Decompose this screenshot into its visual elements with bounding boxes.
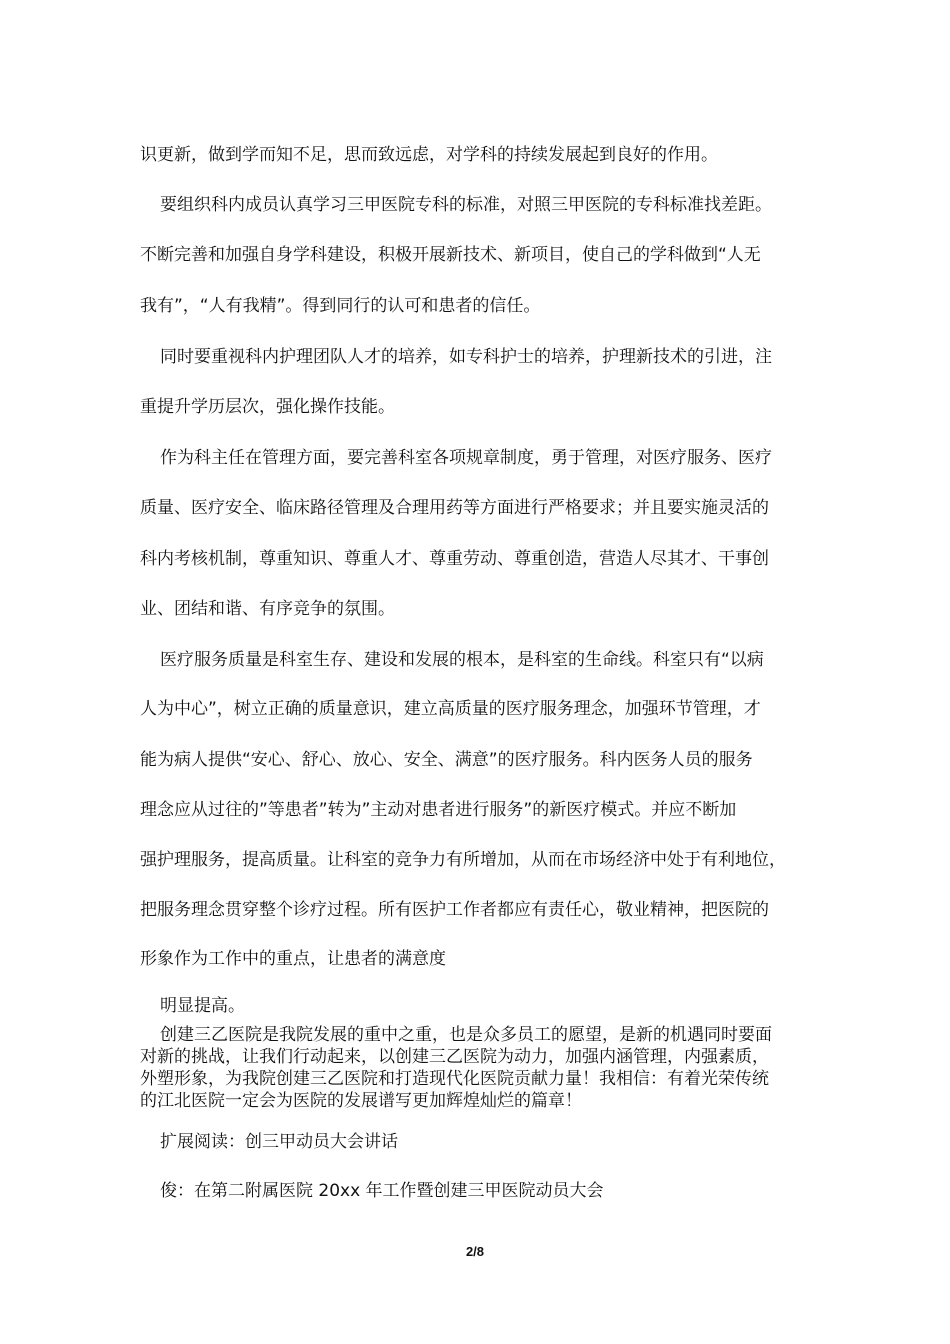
text-line: 能为病人提供“安心、舒心、放心、安全、满意”的医疗服务。科内医务人员的服务: [140, 750, 753, 770]
text-line: 医疗服务质量是科室生存、建设和发展的根本，是科室的生命线。科室只有“以病: [160, 650, 764, 670]
text-line: 对新的挑战，让我们行动起来，以创建三乙医院为动力，加强内涵管理，内强素质，: [140, 1047, 769, 1067]
text-line: 人为中心”，树立正确的质量意识，建立高质量的医疗服务理念，加强环节管理，才: [140, 699, 761, 719]
text-line: 强护理服务，提高质量。让科室的竞争力有所增加，从而在市场经济中处于有利地位，: [140, 850, 786, 870]
page-number: 2/8: [465, 1244, 485, 1259]
text-line: 识更新，做到学而知不足，思而致远虑，对学科的持续发展起到良好的作用。: [140, 145, 718, 165]
text-line: 质量、医疗安全、临床路径管理及合理用药等方面进行严格要求；并且要实施灵活的: [140, 498, 769, 518]
text-line: 外塑形象，为我院创建三乙医院和打造现代化医院贡献力量！我相信：有着光荣传统: [140, 1069, 769, 1089]
text-line: 我有”，“人有我精”。得到同行的认可和患者的信任。: [140, 296, 541, 316]
text-line: 科内考核机制，尊重知识、尊重人才、尊重劳动、尊重创造，营造人尽其才、干事创: [140, 549, 769, 569]
text-line: 作为科主任在管理方面，要完善科室各项规章制度，勇于管理，对医疗服务、医疗: [160, 448, 772, 468]
text-line: 理念应从过往的”等患者”转为”主动对患者进行服务”的新医疗模式。并应不断加: [140, 800, 737, 820]
text-line: 形象作为工作中的重点，让患者的满意度: [140, 949, 446, 969]
text-line: 把服务理念贯穿整个诊疗过程。所有医护工作者都应有责任心，敬业精神，把医院的: [140, 900, 769, 920]
text-line: 要组织科内成员认真学习三甲医院专科的标准，对照三甲医院的专科标准找差距。: [160, 195, 772, 215]
text-line: 创建三乙医院是我院发展的重中之重，也是众多员工的愿望，是新的机遇同时要面: [160, 1025, 772, 1045]
text-line: 俊：在第二附属医院 20xx 年工作暨创建三甲医院动员大会: [160, 1181, 604, 1201]
text-line: 重提升学历层次，强化操作技能。: [140, 397, 395, 417]
text-line: 明显提高。: [160, 996, 245, 1016]
text-line: 扩展阅读：创三甲动员大会讲话: [160, 1132, 398, 1152]
text-line: 的江北医院一定会为医院的发展谱写更加辉煌灿烂的篇章！: [140, 1091, 582, 1111]
text-line: 同时要重视科内护理团队人才的培养，如专科护士的培养，护理新技术的引进，注: [160, 347, 772, 367]
text-line: 业、团结和谐、有序竞争的氛围。: [140, 599, 395, 619]
text-line: 不断完善和加强自身学科建设，积极开展新技术、新项目，使自己的学科做到“人无: [140, 245, 761, 265]
